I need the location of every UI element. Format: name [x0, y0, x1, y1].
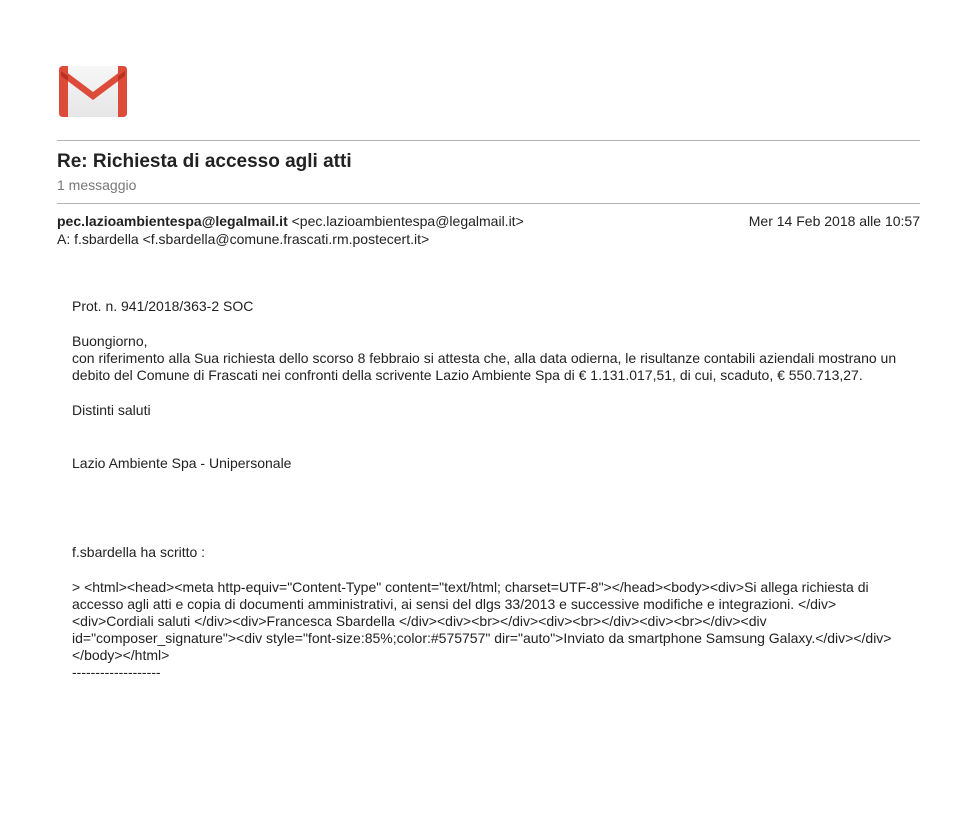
header-divider-bottom — [57, 203, 920, 204]
sender-line — [57, 213, 524, 229]
separator-line: ------------------- — [72, 664, 161, 680]
greeting: Buongiorno, — [72, 333, 148, 349]
recipient-line: A: f.sbardella <f.sbardella@comune.frascati.rm.postecert.it> — [57, 231, 430, 247]
main-paragraph: con riferimento alla Sua richiesta dello scorso 8 febbraio si attesta che, alla data odierna, le risultanze contabili aziendali mostrano un debito del Comune di Frascati nei confronti della scrivente Lazio Ambiente Spa di € 1.131.017,51, di cui, scaduto, € 550.713,27. — [72, 350, 897, 383]
sender-email: <pec.lazioambientespa@legalmail.it> — [291, 213, 524, 229]
protocol-number: Prot. n. 941/2018/363-2 SOC — [72, 298, 254, 314]
sender-name: pec.lazioambientespa@legalmail.it — [57, 213, 288, 229]
message-date: Mer 14 Feb 2018 alle 10:57 — [748, 213, 920, 229]
email-subject: Re: Richiesta di accesso agli atti — [57, 151, 352, 172]
quoted-text: > <html><head><meta http-equiv="Content-Type" content="text/html; charset=UTF-8"></head><body><div>Si allega richiesta di accesso agli atti e copia di documenti amministrativi, ai sensi del dlgs 33/2013 e successive modifiche e integrazioni. </div><div>Cordiali saluti </div><div>Francesca Sbardella </div><div><br></div><div><br></div><div><br></div><div id="composer_signature"><div style="font-size:85%;color:#575757" dir="auto">Inviato da smartphone Samsung Galaxy.</div></div></body></html> — [72, 579, 892, 663]
message-count: 1 messaggio — [57, 177, 137, 193]
header-divider-top — [57, 140, 920, 141]
quote-header: f.sbardella ha scritto : — [72, 544, 206, 560]
signature: Lazio Ambiente Spa - Unipersonale — [72, 455, 292, 471]
message-body — [72, 298, 907, 681]
closing: Distinti saluti — [72, 402, 151, 418]
gmail-logo-icon — [57, 63, 129, 119]
